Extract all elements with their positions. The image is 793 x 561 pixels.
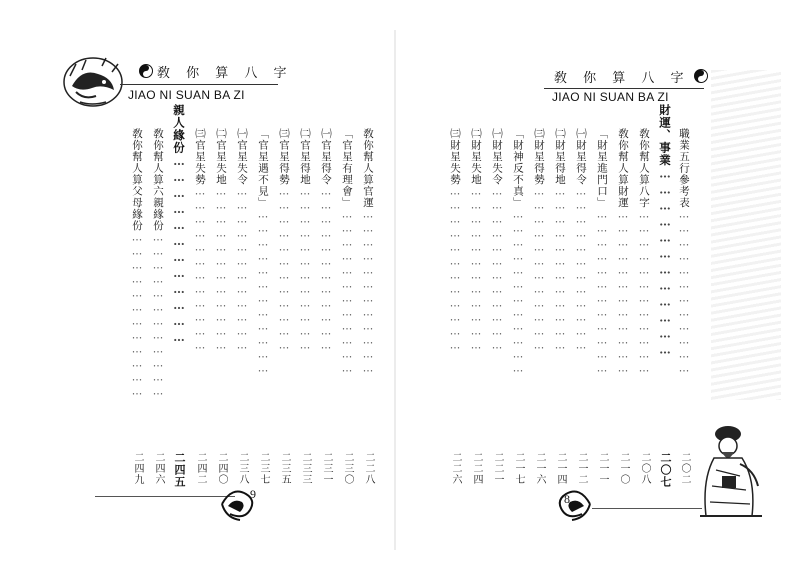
toc-page-number: 二四二 xyxy=(195,452,206,485)
toc-page-number: 二三八 xyxy=(237,452,248,485)
toc-entry[interactable]: 「財神反不真」……………………………… xyxy=(512,128,524,377)
toc-page-number: 二一〇 xyxy=(618,452,629,485)
header-rule xyxy=(120,84,278,85)
footer-yin-yang-icon xyxy=(546,484,594,524)
toc-page-number: 二四六 xyxy=(153,452,164,485)
toc-page-number: 二三三 xyxy=(300,452,311,485)
toc-page-number: 二二一 xyxy=(492,452,503,485)
toc-entry[interactable]: 「官星遇不見」……………………………… xyxy=(257,128,269,377)
toc-entry[interactable]: ㈢官星失勢……………………………… xyxy=(194,128,206,354)
toc-entry[interactable]: ㈠官星得令……………………………… xyxy=(320,128,332,354)
yin-yang-icon xyxy=(694,69,708,83)
header-rule xyxy=(544,88,704,89)
toc-section-heading[interactable]: 親人緣份……………………………… xyxy=(172,104,186,346)
toc-entry[interactable]: ㈢官星得勢……………………………… xyxy=(278,128,290,354)
toc-page-number: 二〇七 xyxy=(659,452,672,488)
book-title-text: 敎 你 算 八 字 xyxy=(554,70,690,86)
toc-entry[interactable]: ㈡財星失地……………………………… xyxy=(470,128,482,354)
toc-page-number: 二〇八 xyxy=(639,452,650,485)
toc-entry[interactable]: ㈠財星得令……………………………… xyxy=(575,128,587,354)
toc-page-number: 二〇二 xyxy=(679,452,690,485)
toc-entry[interactable]: 敎你幫人算官運……………………………… xyxy=(362,128,374,377)
yin-yang-icon xyxy=(139,64,153,78)
toc-entry[interactable]: ㈡官星失地……………………………… xyxy=(215,128,227,354)
toc-entry[interactable]: 職業五行參考表……………………………… xyxy=(678,128,690,377)
toc-entry[interactable]: ㈡財星得地……………………………… xyxy=(554,128,566,354)
left-page xyxy=(0,0,396,561)
toc-entry[interactable]: 敎你幫人算父母緣份……………………………… xyxy=(131,128,143,400)
toc-page-number: 二三五 xyxy=(279,452,290,485)
toc-section-heading[interactable]: 財運、事業……………………………… xyxy=(658,104,672,359)
toc-page-number: 二二四 xyxy=(471,452,482,485)
decorative-texture xyxy=(711,70,781,400)
toc-entry[interactable]: 敎你幫人算六親緣份……………………………… xyxy=(152,128,164,400)
book-title xyxy=(135,63,293,79)
toc-entry[interactable]: 敎你幫人算財運……………………………… xyxy=(617,128,629,377)
toc-entry[interactable]: ㈢財星得勢……………………………… xyxy=(533,128,545,354)
book-title xyxy=(554,68,712,84)
toc-entry[interactable]: ㈠財星失令……………………………… xyxy=(491,128,503,354)
toc-entry[interactable]: ㈢財星失勢……………………………… xyxy=(449,128,461,354)
book-title-text: 敎 你 算 八 字 xyxy=(157,65,293,81)
toc-page-number: 二一七 xyxy=(513,452,524,485)
toc-entry[interactable]: 敎你幫人算八字……………………………… xyxy=(638,128,650,377)
toc-page-number: 二三七 xyxy=(258,452,269,485)
page-number-left: 9 xyxy=(250,487,256,501)
toc-page-number: 二一二 xyxy=(576,452,587,485)
toc-entry[interactable]: 「官星有理會」……………………………… xyxy=(341,128,353,377)
carp-emblem-icon xyxy=(62,56,124,108)
right-page xyxy=(396,0,793,561)
footer-rule xyxy=(95,496,235,497)
toc-entry[interactable]: ㈠官星失令……………………………… xyxy=(236,128,248,354)
page-number-right: 8 xyxy=(564,492,570,506)
toc-page-number: 二四五 xyxy=(173,452,186,488)
toc-entry[interactable]: 「財星進門口」……………………………… xyxy=(596,128,608,377)
footer-yin-yang-icon xyxy=(218,484,266,524)
toc-page-number: 二四〇 xyxy=(216,452,227,485)
toc-page-number: 二二六 xyxy=(450,452,461,485)
sage-figure-icon xyxy=(692,420,770,524)
toc-page-number: 二四九 xyxy=(132,452,143,485)
book-title-romaji: JIAO NI SUAN BA ZI xyxy=(552,90,669,104)
toc-page-number: 二三〇 xyxy=(342,452,353,485)
toc-page-number: 二一六 xyxy=(534,452,545,485)
toc-page-number: 二一四 xyxy=(555,452,566,485)
toc-page-number: 二一一 xyxy=(597,452,608,485)
footer-rule xyxy=(592,508,702,509)
book-title-romaji: JIAO NI SUAN BA ZI xyxy=(128,88,245,102)
toc-page-number: 二三一 xyxy=(321,452,332,485)
toc-entry[interactable]: ㈡官星得地……………………………… xyxy=(299,128,311,354)
toc-page-number: 二二八 xyxy=(363,452,374,485)
